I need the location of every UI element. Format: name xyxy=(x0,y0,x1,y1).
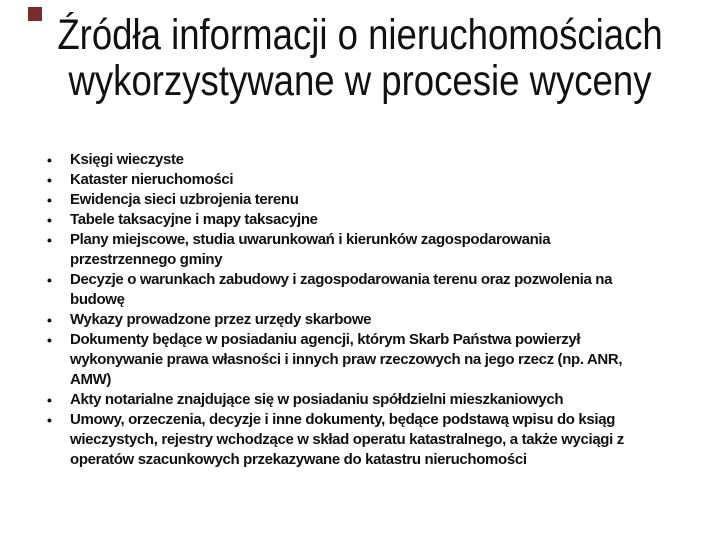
list-item-line: Plany miejscowe, studia uwarunkowań i kierunków zagospodarowania xyxy=(70,231,551,248)
list-item xyxy=(47,190,687,210)
list-item-line: AMW) xyxy=(70,371,112,388)
list-item-line: Akty notarialne znajdujące się w posiadaniu spółdzielni mieszkaniowych xyxy=(70,391,564,408)
bullet-icon: • xyxy=(47,392,52,408)
list-item-text xyxy=(70,310,687,330)
list-item xyxy=(47,390,687,410)
list-item-line: Umowy, orzeczenia, decyzje i inne dokumenty, będące podstawą wpisu do ksiąg xyxy=(70,411,616,428)
list-item-line: wykonywanie prawa własności i innych praw rzeczowych na jego rzecz (np. ANR, xyxy=(70,351,623,368)
list-item-text xyxy=(70,330,687,390)
list-item-line: operatów szacunkowych przekazywane do katastru nieruchomości xyxy=(70,451,527,468)
bullet-icon: • xyxy=(47,332,52,348)
bullet-icon: • xyxy=(47,312,52,328)
list-item-line: Kataster nieruchomości xyxy=(70,171,234,188)
list-item-line: przestrzennego gminy xyxy=(70,251,223,268)
list-item-line: wieczystych, rejestry wchodzące w skład operatu katastralnego, a także wyciągi z xyxy=(70,431,624,448)
slide-title xyxy=(0,12,720,104)
list-item xyxy=(47,410,687,470)
bullet-icon: • xyxy=(47,212,52,228)
bullet-icon: • xyxy=(47,172,52,188)
list-item xyxy=(47,170,687,190)
list-item-line: Wykazy prowadzone przez urzędy skarbowe xyxy=(70,311,372,328)
list-item xyxy=(47,270,687,310)
list-item-line: Decyzje o warunkach zabudowy i zagospodarowania terenu oraz pozwolenia na xyxy=(70,271,613,288)
bullet-icon: • xyxy=(47,152,52,168)
list-item-text xyxy=(70,210,687,230)
list-item xyxy=(47,310,687,330)
bullet-icon: • xyxy=(47,412,52,428)
list-item-text xyxy=(70,390,687,410)
list-item-text xyxy=(70,150,687,170)
list-item xyxy=(47,210,687,230)
list-item-line: Ewidencja sieci uzbrojenia terenu xyxy=(70,191,299,208)
list-item-text xyxy=(70,230,687,270)
list-item-line: Księgi wieczyste xyxy=(70,151,184,168)
list-item xyxy=(47,230,687,270)
bullet-icon: • xyxy=(47,232,52,248)
slide-title-line-1: Źródła informacji o nieruchomościach xyxy=(57,11,663,59)
slide-title-line-2: wykorzystywane w procesie wyceny xyxy=(68,57,652,105)
bullet-list xyxy=(47,150,687,470)
list-item-line: Dokumenty będące w posiadaniu agencji, którym Skarb Państwa powierzył xyxy=(70,331,581,348)
bullet-icon: • xyxy=(47,272,52,288)
list-item-line: budowę xyxy=(70,291,125,308)
list-item-text xyxy=(70,170,687,190)
list-item-text xyxy=(70,410,687,470)
list-item xyxy=(47,330,687,390)
list-item-text xyxy=(70,270,687,310)
list-item-line: Tabele taksacyjne i mapy taksacyjne xyxy=(70,211,318,228)
bullet-icon: • xyxy=(47,192,52,208)
list-item-text xyxy=(70,190,687,210)
list-item xyxy=(47,150,687,170)
